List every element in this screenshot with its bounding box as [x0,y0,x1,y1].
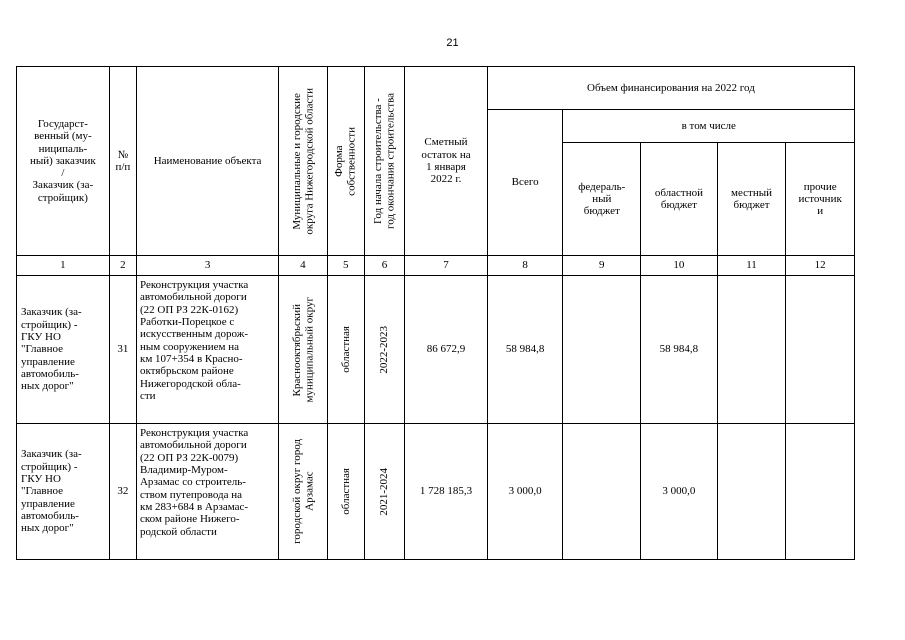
column-number: 10 [641,256,718,276]
column-numbers-row [17,256,855,276]
column-number: 1 [17,256,110,276]
row-object: Реконструкция участка автомобильной дороги (22 ОП РЗ 22К-0162) Работки-Порецкое с искусственным дорож- ным сооружением на км 107+354 в Красно- октябрьском районе Нижегородской обла- сти [136,276,278,424]
header-num: № п/п [109,67,136,256]
header-object-name: Наименование объекта [136,67,278,256]
column-number: 2 [109,256,136,276]
header-financing-2022: Объем финансирования на 2022 год [487,67,854,110]
row-municipality: городской округ город Арзамас [279,424,327,560]
row-federal [563,424,641,560]
row-regional: 58 984,8 [641,276,718,424]
row-object: Реконструкция участка автомобильной дороги (22 ОП РЗ 22К-0079) Владимир-Муром- Арзамас со строитель- ством путепровода на км 283+684 в Арзамас- ском районе Нижего- родской области [136,424,278,560]
row-customer: Заказчик (за- стройщик) - ГКУ НО "Главное управление автомобиль- ных дорог" [17,276,110,424]
column-number: 4 [279,256,327,276]
header-ownership: Форма собственности [327,67,364,256]
column-number: 8 [487,256,563,276]
row-other [786,276,855,424]
column-number: 11 [717,256,786,276]
column-number: 7 [405,256,488,276]
row-local [717,424,786,560]
row-years: 2022-2023 [364,276,404,424]
column-number: 6 [364,256,404,276]
header-local: местный бюджет [717,143,786,256]
header-years: Год начала строительства - год окончания строительства [364,67,404,256]
header-total: Всего [487,110,563,256]
row-total: 3 000,0 [487,424,563,560]
header-customer: Государст- венный (му- ниципаль- ный) заказчик / Заказчик (за- стройщик) [17,67,110,256]
table-row [17,424,855,560]
financing-table [16,66,855,560]
row-municipality: Краснооктябрьский муниципальный округ [279,276,327,424]
header-municipality: Муниципальные и городские округа Нижегородской области [279,67,327,256]
row-years: 2021-2024 [364,424,404,560]
row-num: 32 [109,424,136,560]
column-number: 12 [786,256,855,276]
column-number: 3 [136,256,278,276]
row-ownership: областная [327,276,364,424]
table-row [17,276,855,424]
row-customer: Заказчик (за- стройщик) - ГКУ НО "Главное управление автомобиль- ных дорог" [17,424,110,560]
header-federal: федераль- ный бюджет [563,143,641,256]
row-num: 31 [109,276,136,424]
row-federal [563,276,641,424]
row-total: 58 984,8 [487,276,563,424]
row-ownership: областная [327,424,364,560]
page-number: 21 [446,37,459,49]
row-estimated-balance: 1 728 185,3 [405,424,488,560]
row-other [786,424,855,560]
header-other: прочие источник и [786,143,855,256]
row-local [717,276,786,424]
column-number: 9 [563,256,641,276]
column-number: 5 [327,256,364,276]
header-regional: областной бюджет [641,143,718,256]
header-including: в том числе [563,110,855,143]
row-regional: 3 000,0 [641,424,718,560]
row-estimated-balance: 86 672,9 [405,276,488,424]
header-estimated-balance: Сметный остаток на 1 января 2022 г. [405,67,488,256]
